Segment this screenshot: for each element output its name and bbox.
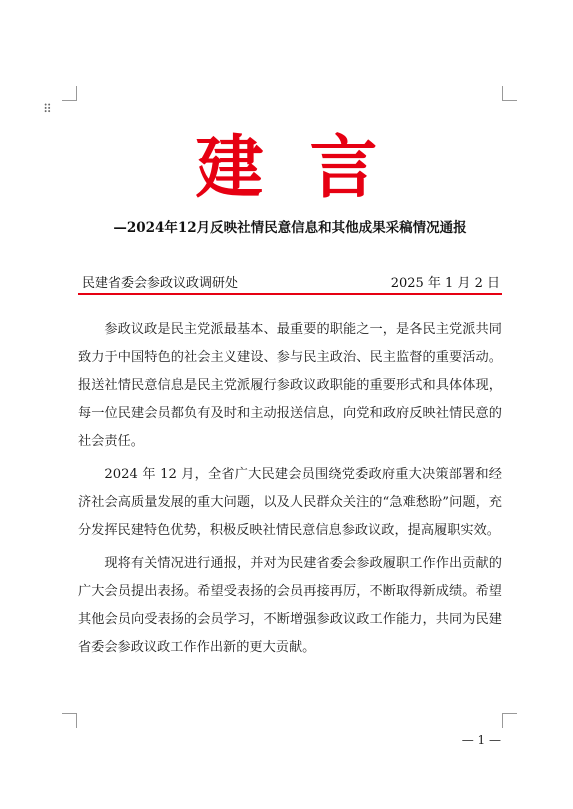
document-subtitle: —2024年12月反映社情民意信息和其他成果采稿情况通报 <box>113 220 467 236</box>
margin-corner-top-right <box>502 86 517 101</box>
issuing-organization: 民建省委会参政议政调研处 <box>82 276 239 291</box>
margin-corner-bottom-left <box>62 713 77 728</box>
document-meta <box>82 272 500 292</box>
body-paragraph: 现将有关情况进行通报，并对为民建省委会参政履职工作作出贡献的广大会员提出表扬。希望受表扬的会员再接再厉，不断取得新成绩。希望其他会员向受表扬的会员学习，不断增强参政议政工作能力，共同为民建省委会参政议政工作作出新的更大贡献。 <box>78 556 502 655</box>
body-paragraph: 参政议政是民主党派最基本、最重要的职能之一，是各民主党派共同致力于中国特色的社会主义建设、参与民主政治、民主监督的重要活动。报送社情民意信息是民主党派履行参政议政职能的重要形式和具体体现，每一位民建会员都负有及时和主动报送信息，向党和政府反映社情民意的社会责任。 <box>78 322 502 449</box>
issue-date: 2025 年 1 月 2 日 <box>390 276 500 291</box>
page-number: — 1 — <box>461 733 501 747</box>
red-divider-line <box>78 293 502 295</box>
body-paragraph: 2024 年 12 月，全省广大民建会员围绕党委政府重大决策部署和经济社会高质量发展的重大问题，以及人民群众关注的“急难愁盼”问题，充分发挥民建特色优势，积极反映社情民意信息参政议政，提高履职实效。 <box>78 467 502 538</box>
document-title: 建言 <box>195 128 424 208</box>
margin-corner-top-left <box>62 86 77 101</box>
margin-corner-bottom-right <box>502 713 517 728</box>
drag-handle-icon[interactable]: ⠿ <box>43 102 53 116</box>
document-body <box>78 316 502 667</box>
